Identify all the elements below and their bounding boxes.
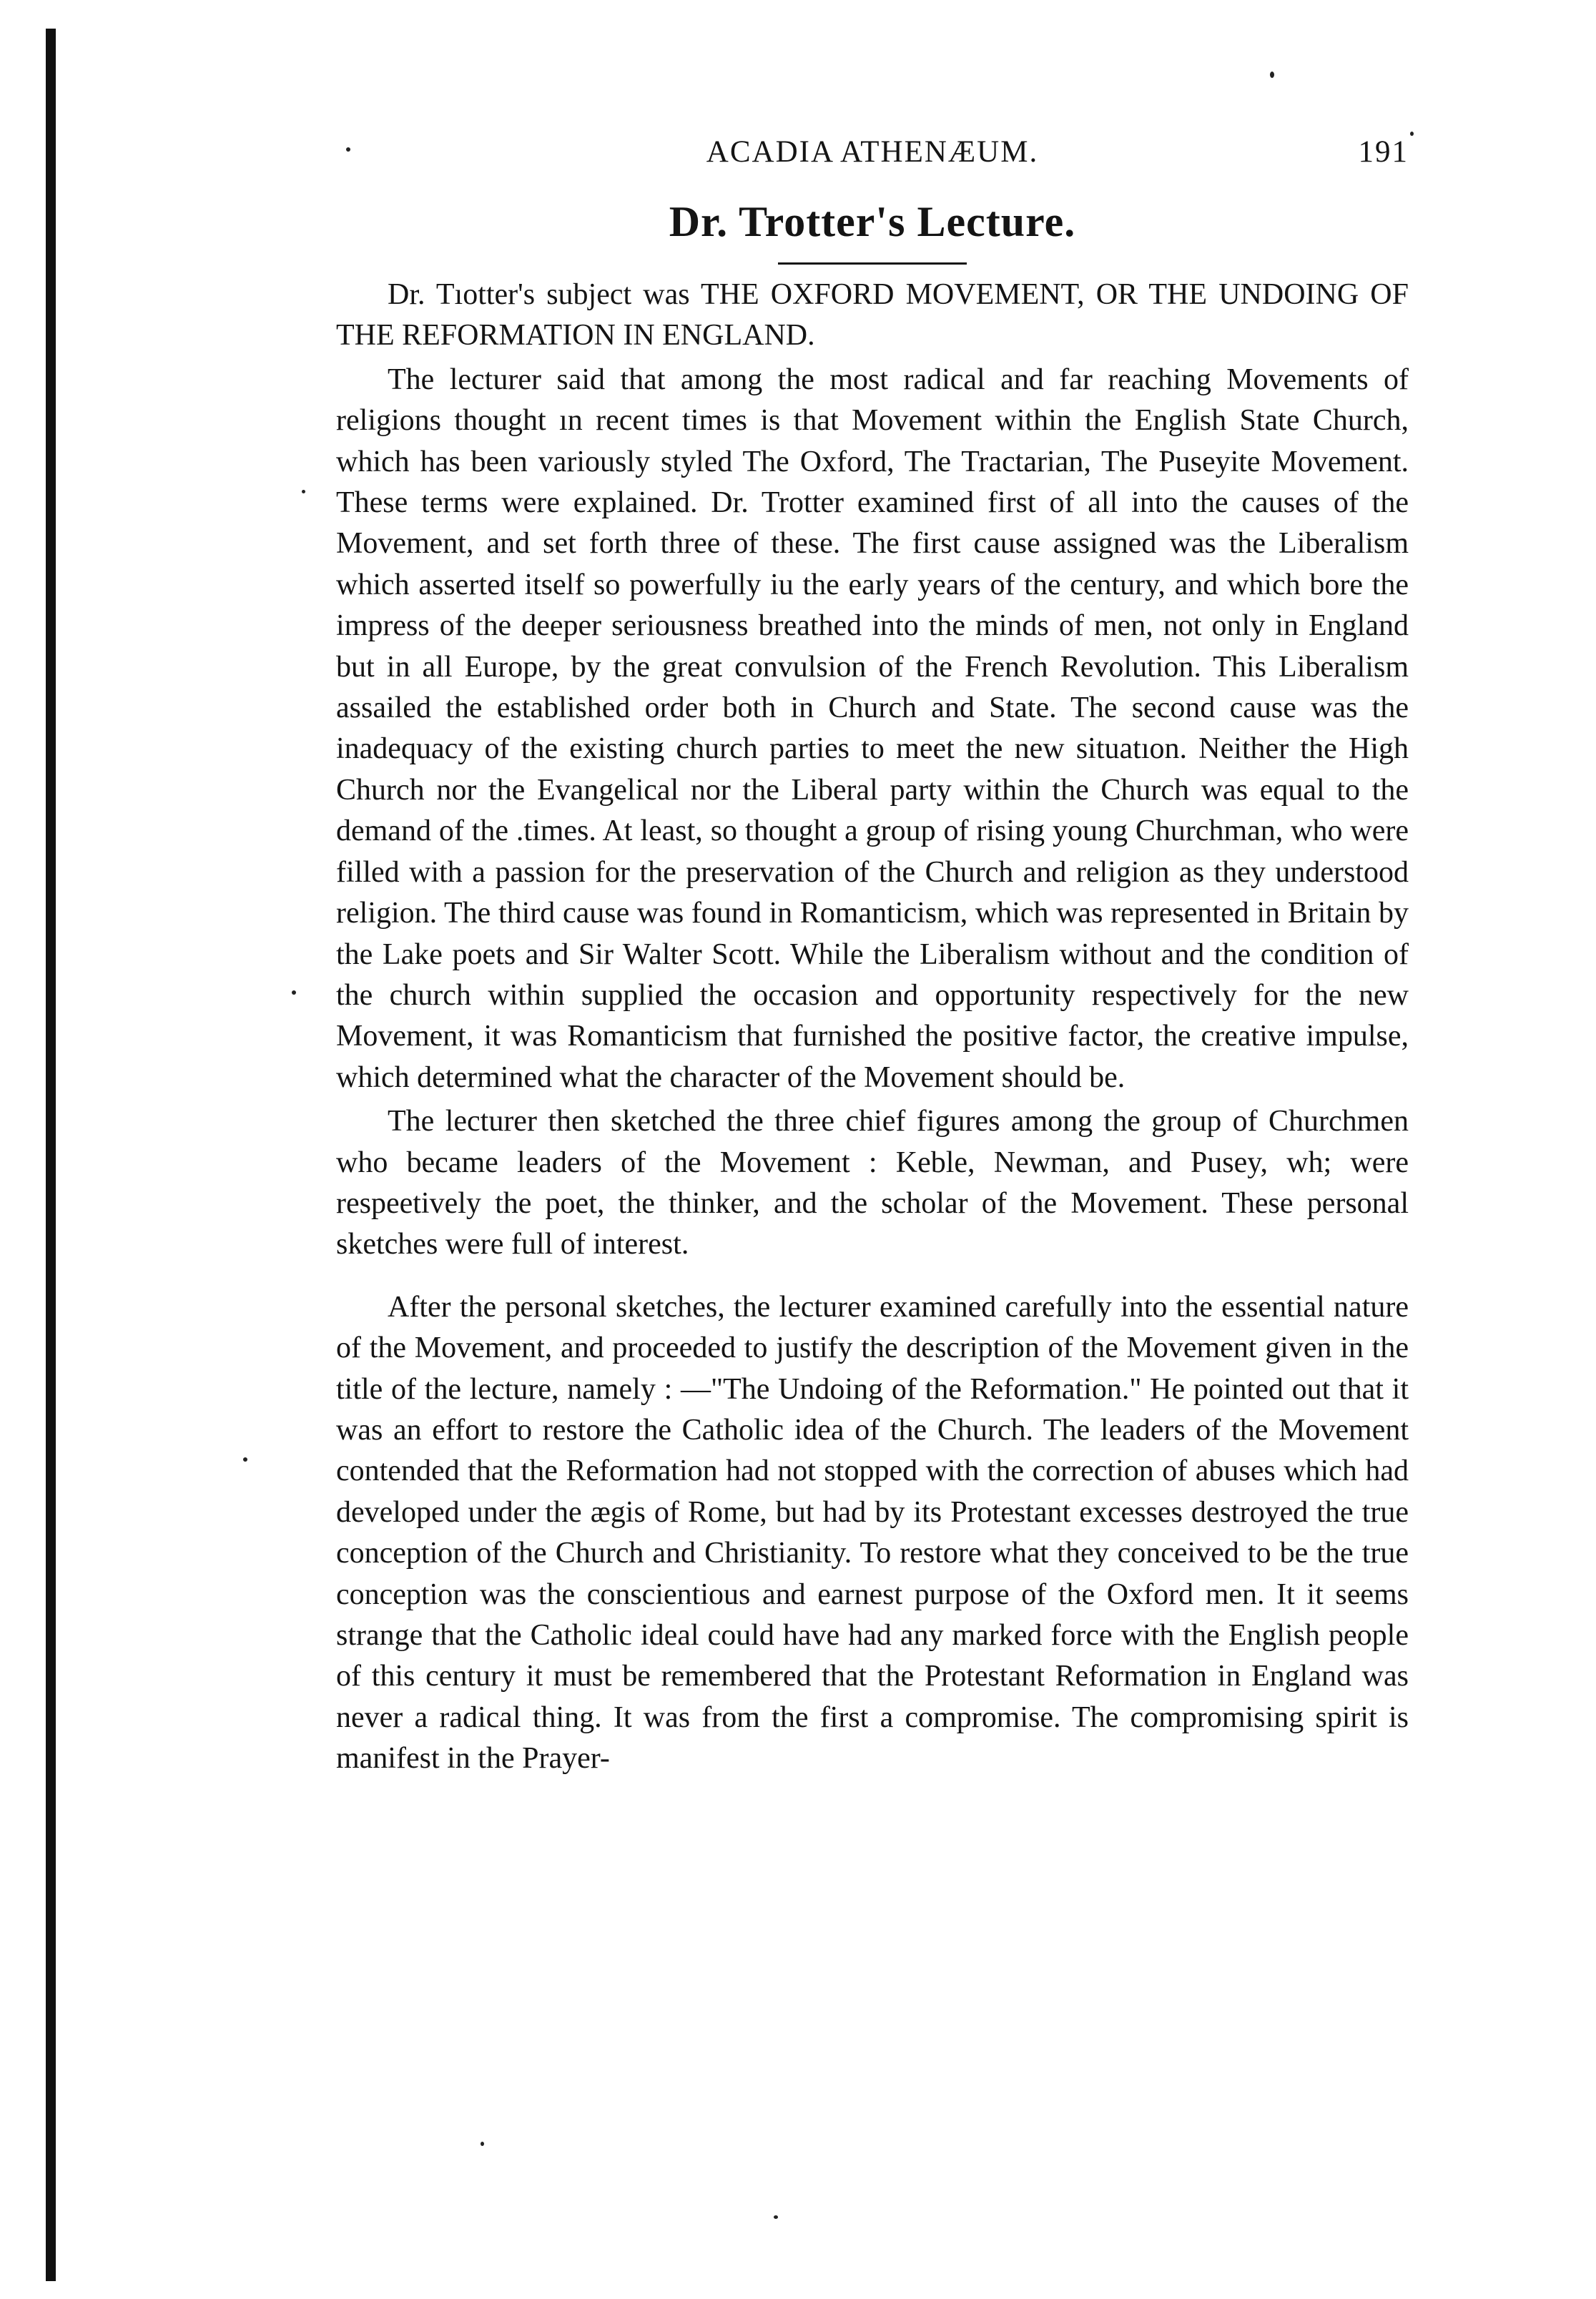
running-head bbox=[336, 122, 1409, 182]
page-number: 191 bbox=[1358, 135, 1409, 169]
running-title: ACADIA ATHENÆUM. bbox=[706, 135, 1039, 169]
scan-speck bbox=[481, 2142, 484, 2146]
scan-speck bbox=[302, 490, 305, 493]
scan-speck bbox=[292, 990, 296, 995]
magazine-page bbox=[336, 122, 1409, 1780]
title-rule bbox=[778, 262, 967, 265]
scan-edge-shadow bbox=[46, 29, 56, 2281]
paragraph-subject: Dr. Tıotter's subject was THE OXFORD MOVEMENT, OR THE UNDOING OF THE REFORMATION IN ENGLAND. bbox=[336, 278, 1409, 353]
paragraph-causes: The lecturer said that among the most radical and far reaching Movements of religions thought ın recent times is that Movement within the English State Church, which has been variously styled The Oxford, The Tractarian, The Puseyite Movement. These terms were explained. Dr. Trotter examined first of all into the causes of the Movement, and set forth three of these. The first cause assigned was the Liberalism which asserted itself so powerfully iu the early years of the century, and which bore the impress of the deeper seriousness breathed into the minds of men, not only in England but in all Europe, by the great convulsion of the French Revolution. This Liberalism assailed the established order both in Church and State. The second cause was the inadequacy of the existing church parties to meet the new situatıon. Neither the High Church nor the Evangelical nor the Liberal party within the Church was equal to the demand of the .times. At least, so thought a group of rising young Churchman, who were filled with a passion for the preservation of the Church and religion as they understood religion. The third cause was found in Romanticism, which was represented in Britain by the Lake poets and Sir Walter Scott. While the Liberalism without and the condition of the church within supplied the occasion and opportunity respectively for the new Movement, it was Romanticism that furnished the positive factor, the creative impulse, which determined what the character of the Movement should be. bbox=[336, 363, 1409, 1094]
scan-speck bbox=[1270, 72, 1274, 78]
article-title: Dr. Trotter's Lecture. bbox=[669, 198, 1076, 245]
paragraph-leaders: The lecturer then sketched the three chief figures among the group of Churchmen who became leaders of the Movement : Keble, Newman, and Pusey, wh; were respeetively the poet, the thinker, and the scholar of the Movement. These personal sketches were full of interest. bbox=[336, 1105, 1409, 1261]
scan-speck bbox=[774, 2215, 778, 2219]
scan-speck bbox=[1410, 132, 1414, 136]
scan-speck bbox=[243, 1457, 247, 1462]
paragraph-nature: After the personal sketches, the lecturer examined carefully into the essential nature of the Movement, and proceeded to justify the description of the Movement given in the title of the lecture, namely : —"The Undoing of the Reformation." He pointed out that it was an effort to restore the Catholic idea of the Church. The leaders of the Movement contended that the Reformation had not stopped with the correction of abuses which had developed under the ægis of Rome, but had by its Protestant excesses destroyed the true conception of the Church and Christianity. To restore what they conceived to be the true conception was the conscientious and earnest purpose of the Oxford men. It it seems strange that the Catholic ideal could have had any marked force with the English people of this century it must be remembered that the Protestant Reformation in England was never a radical thing. It was from the first a compromise. The compromising spirit is manifest in the Prayer- bbox=[336, 1290, 1409, 1776]
